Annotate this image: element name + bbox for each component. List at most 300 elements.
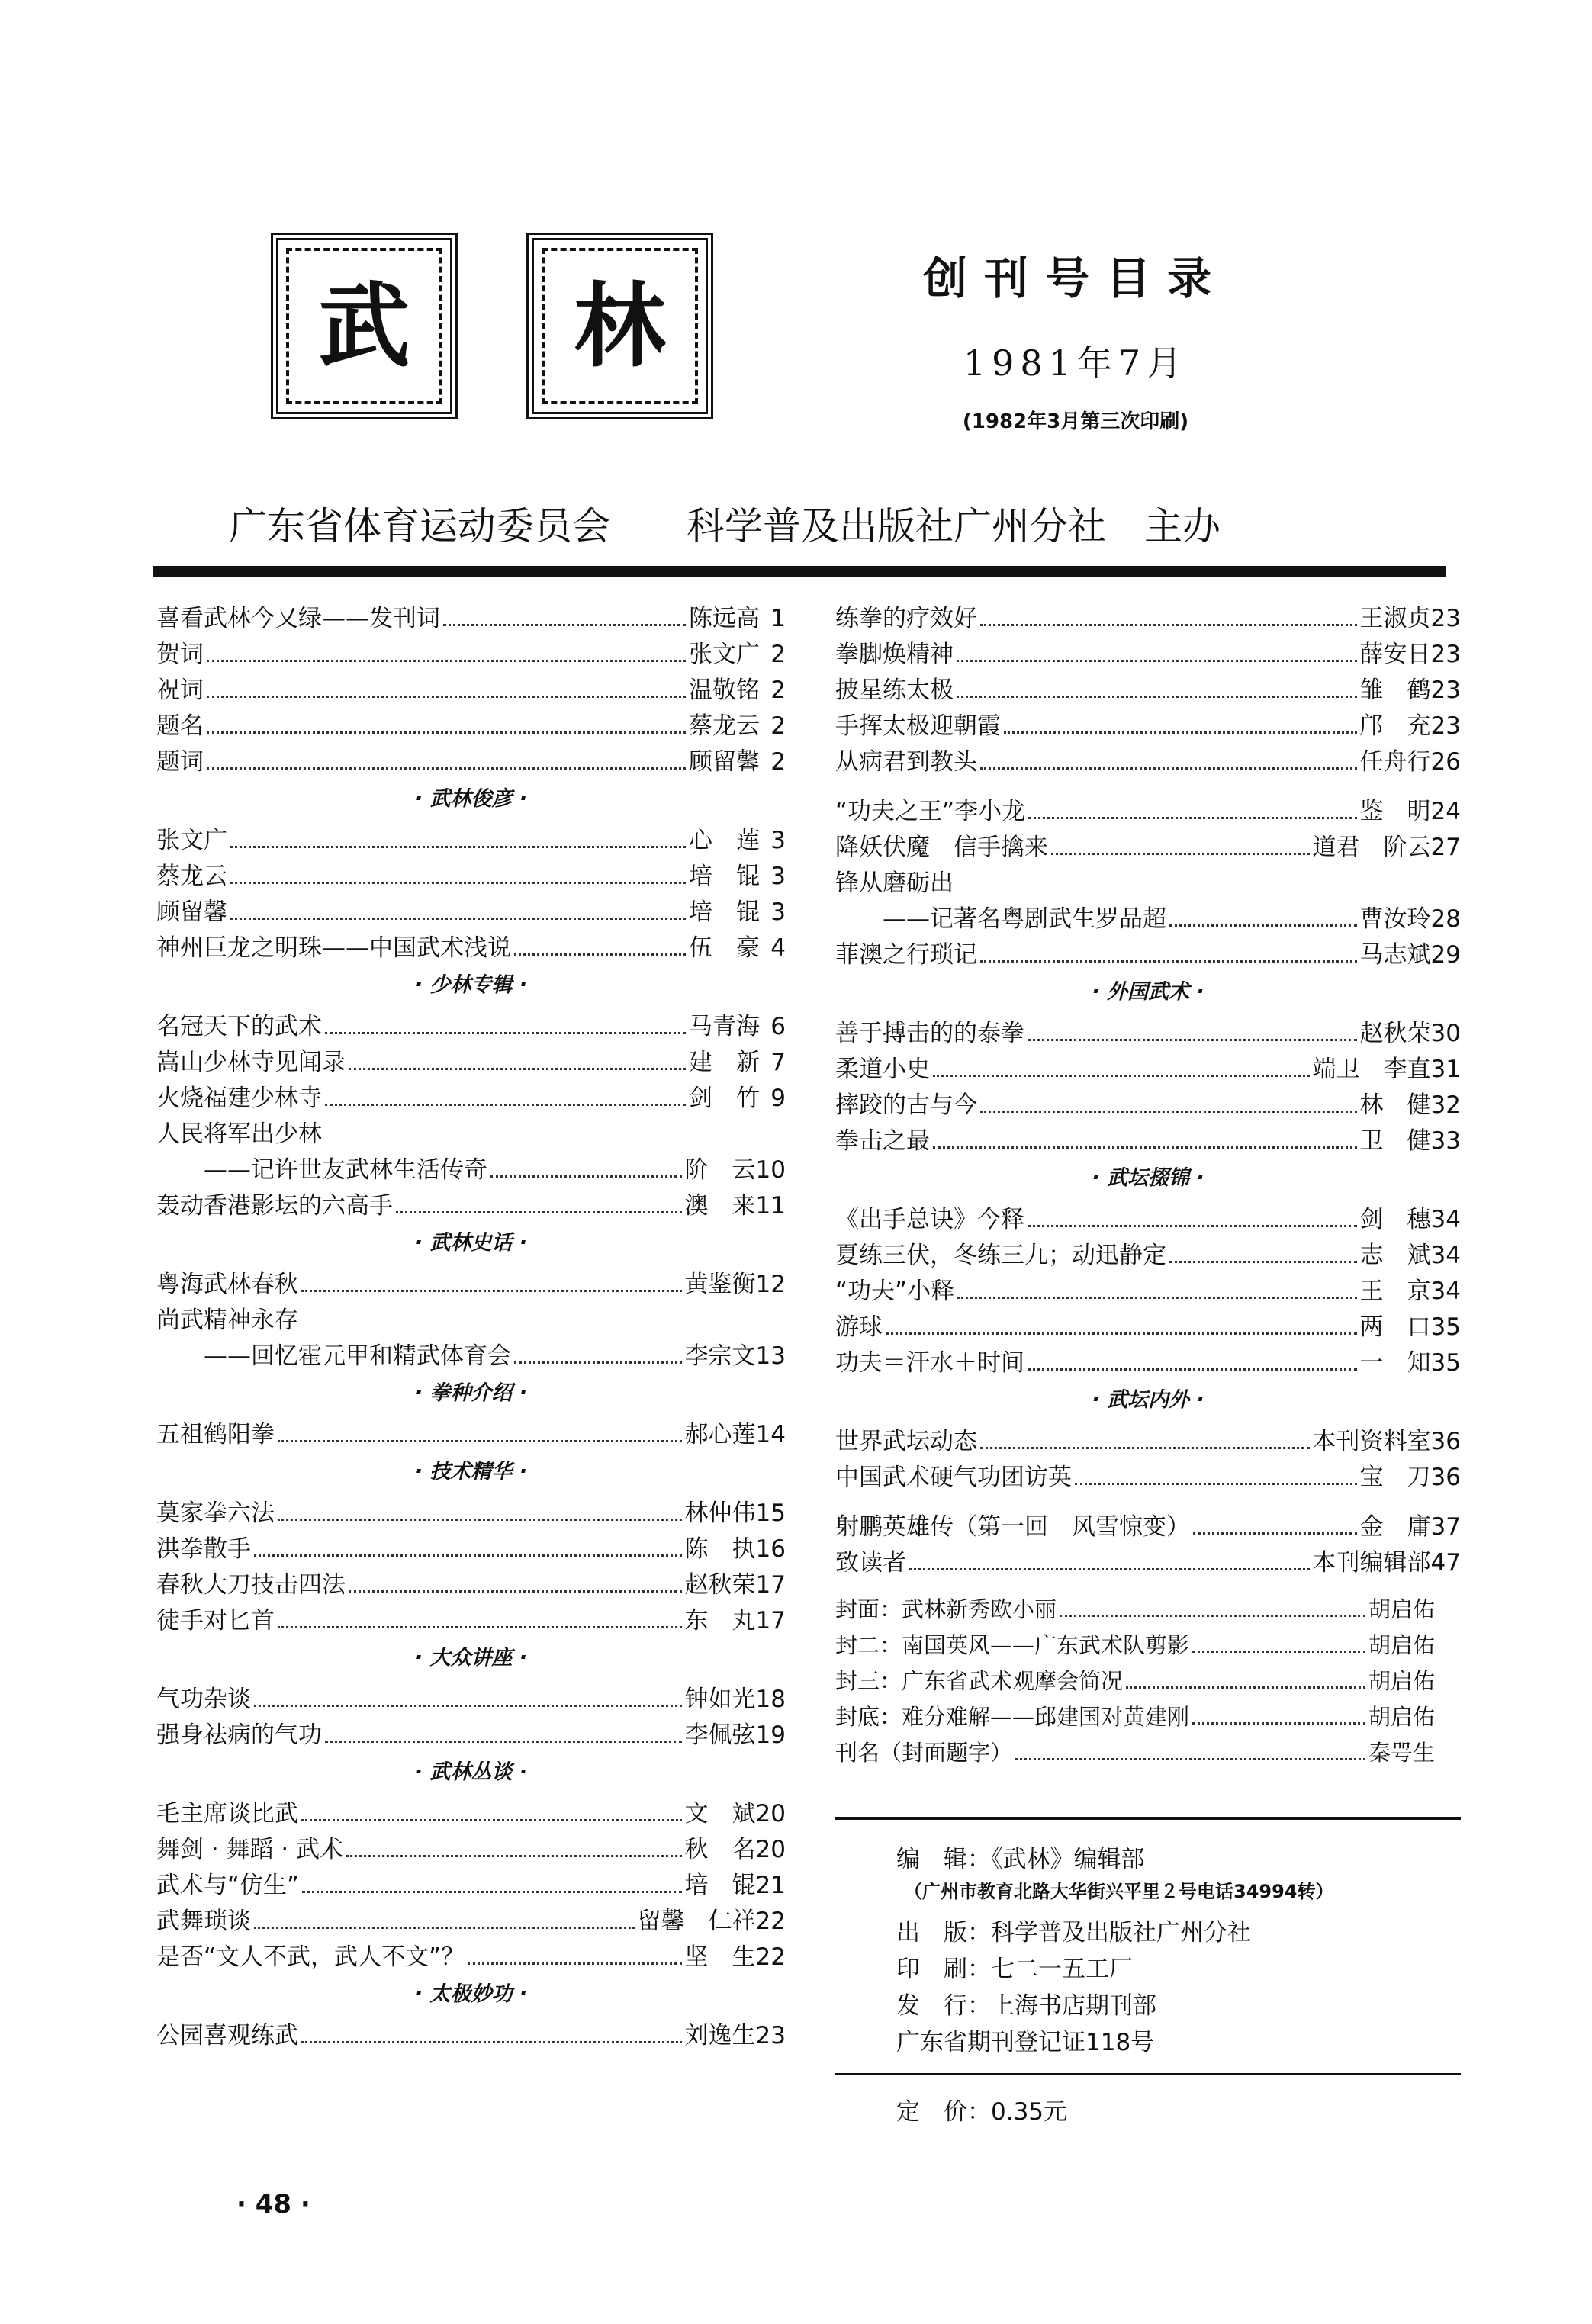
entry-title: 封底：难分难解——邱建国对黄建刚 [835, 1704, 1190, 1730]
registration-line: 广东省期刊登记证118号 [896, 2029, 1155, 2056]
entry-page: 22 [755, 1908, 786, 1935]
toc-entry [156, 1078, 786, 1114]
entry-title: 中国武术硬气功团访英 [835, 1464, 1072, 1491]
toc-entry [835, 635, 1461, 670]
entry-title: 嵩山少林寺见闻录 [156, 1049, 346, 1076]
entry-title: 世界武坛动态 [835, 1428, 977, 1455]
entry-title: 封面：武林新秀欧小丽 [835, 1596, 1057, 1622]
entry-title: 武术与“仿生” [156, 1872, 300, 1899]
toc-entry [835, 899, 1461, 935]
toc-entry [835, 1271, 1461, 1307]
entry-title: 题名 [156, 712, 204, 740]
issue-title: 创刊号目录 [922, 252, 1228, 304]
entry-title: 拳击之最 [835, 1127, 930, 1155]
entry-title: 摔跤的古与今 [835, 1091, 977, 1119]
toc-entry [156, 1794, 786, 1830]
entry-author: 卫 健 [1359, 1127, 1431, 1155]
entry-title: 贺词 [156, 641, 204, 668]
toc-entry [156, 821, 786, 857]
entry-page: 4 [770, 934, 786, 962]
entry-author: 道君 阶云 [1312, 834, 1431, 861]
toc-entry [156, 670, 786, 706]
entry-page: 12 [755, 1271, 786, 1298]
cover-credit [835, 1593, 1461, 1628]
cover-credit [835, 1736, 1461, 1772]
entry-author: 刘逸生 [684, 2022, 756, 2049]
dot-leader [346, 1855, 681, 1857]
dot-leader [207, 767, 686, 770]
entry-page: 20 [755, 1836, 786, 1863]
dot-leader [1028, 1225, 1357, 1227]
dot-leader [325, 1032, 686, 1034]
publication-info [835, 1817, 1461, 2129]
entry-page: 33 [1430, 1127, 1461, 1155]
dot-leader [1075, 1483, 1357, 1485]
section-heading: · 拳种介绍 · [414, 1381, 528, 1405]
logo-char-lin: 林 [574, 272, 666, 380]
entry-author: 阶 云 [684, 1156, 756, 1184]
entry-page: 2 [770, 712, 786, 740]
issue-date: 1981年7月 [963, 342, 1188, 384]
entry-author: 顾留馨 [689, 748, 760, 776]
entry-title: 名冠天下的武术 [156, 1013, 322, 1040]
entry-author: 本刊资料室 [1312, 1428, 1431, 1455]
entry-author: 李宗文 [684, 1342, 756, 1370]
dot-leader [980, 960, 1357, 963]
publisher-line: 出 版：科学普及出版社广州分社 [896, 1919, 1251, 1946]
section-heading: · 技术精华 · [414, 1460, 528, 1483]
entry-title: 蔡龙云 [156, 863, 227, 890]
dot-leader [301, 1819, 682, 1821]
entry-page: 9 [770, 1085, 786, 1112]
entry-page: 37 [1430, 1513, 1461, 1541]
entry-page: 23 [1430, 641, 1461, 668]
entry-author: 邝 充 [1359, 712, 1431, 740]
cover-credit [835, 1700, 1461, 1736]
entry-title: 从病君到教头 [835, 748, 977, 776]
dot-leader [301, 2041, 682, 2043]
entry-author: 伍 豪 [689, 934, 760, 962]
entry-page: 23 [1430, 712, 1461, 740]
entry-author: 文 斌 [684, 1800, 756, 1827]
entry-author: 郝心莲 [684, 1421, 756, 1448]
entry-title: ——记著名粤剧武生罗品超 [835, 905, 1166, 933]
toc-entry [156, 1601, 786, 1637]
entry-author: 剑 穗 [1359, 1206, 1431, 1233]
entry-author: 培 锟 [689, 898, 760, 926]
address-line: （广州市教育北路大华街兴平里２号电话34994转） [904, 1881, 1334, 1902]
dot-leader [254, 1927, 635, 1929]
entry-page: 3 [770, 863, 786, 890]
entry-title: 游球 [835, 1313, 883, 1341]
toc-entry [156, 1150, 786, 1186]
toc-entry [156, 1901, 786, 1937]
entry-author: 林仲伟 [684, 1500, 756, 1527]
entry-page: 23 [1430, 605, 1461, 632]
entry-title: 公园喜观练武 [156, 2022, 298, 2049]
dot-leader [1015, 1758, 1365, 1760]
entry-page: 16 [755, 1535, 786, 1563]
entry-title: 洪拳散手 [156, 1535, 251, 1563]
page-number: · 48 · [236, 2189, 310, 2220]
dot-leader [980, 767, 1357, 770]
toc-entry [835, 1422, 1461, 1458]
toc-entry [835, 1014, 1461, 1049]
entry-author: 培 锟 [689, 863, 760, 890]
dot-leader [514, 1361, 682, 1364]
toc-entry-heading: 人民将军出少林 [156, 1120, 322, 1148]
entry-page: 47 [1430, 1549, 1461, 1577]
distributor-line: 发 行：上海书店期刊部 [896, 1992, 1156, 2020]
toc-entry [835, 828, 1461, 863]
entry-title: 封三：广东省武术观摩会简况 [835, 1668, 1124, 1694]
entry-page: 34 [1430, 1278, 1461, 1305]
entry-title: ——记许世友武林生活传奇 [156, 1156, 487, 1184]
entry-author: 秋 名 [684, 1836, 756, 1863]
toc-entry [835, 1543, 1461, 1579]
entry-author: 雏 鹤 [1359, 677, 1431, 704]
entry-author: 两 口 [1359, 1313, 1431, 1341]
logo-char-wu: 武 [318, 272, 410, 380]
section-heading: · 武林丛谈 · [414, 1760, 528, 1784]
entry-author: 黄鉴衡 [684, 1271, 756, 1298]
entry-title: 致读者 [835, 1549, 906, 1577]
entry-author: 李佩弦 [684, 1721, 756, 1749]
entry-title: 徒手对匕首 [156, 1607, 275, 1635]
section-heading: · 武坛掇锦 · [1092, 1166, 1204, 1190]
dot-leader [278, 1519, 682, 1521]
entry-author: 蔡龙云 [689, 712, 760, 740]
entry-author: 薛安日 [1359, 641, 1431, 668]
dot-leader [325, 1741, 682, 1743]
entry-author: 建 新 [689, 1049, 760, 1076]
entry-author: 东 丸 [684, 1607, 756, 1635]
section-heading: · 太极妙功 · [414, 1982, 528, 2006]
entry-author: 陈远高 [689, 605, 760, 632]
entry-page: 10 [755, 1156, 786, 1184]
entry-title: 顾留馨 [156, 898, 227, 926]
editor-line: 编 辑：《武林》编辑部 [896, 1846, 1145, 1873]
entry-page: 31 [1430, 1056, 1461, 1083]
dot-leader [1028, 1039, 1357, 1041]
toc-entry [156, 857, 786, 892]
toc-entry [835, 1507, 1461, 1543]
toc-entry [156, 892, 786, 928]
entry-author: 曹汝玲 [1359, 905, 1431, 933]
entry-page: 36 [1430, 1464, 1461, 1491]
dot-leader [1192, 1651, 1365, 1653]
logo-box-lin [526, 233, 713, 419]
toc-entry [156, 1493, 786, 1529]
toc-entry [835, 1458, 1461, 1493]
entry-title: 柔道小史 [835, 1056, 930, 1083]
dot-leader [278, 1440, 682, 1442]
entry-page: 28 [1430, 905, 1461, 933]
reprint-note: (1982年3月第三次印刷) [962, 410, 1189, 433]
entry-author: 留馨 仁祥 [637, 1908, 756, 1935]
dot-leader [349, 1590, 682, 1593]
dot-leader [207, 696, 686, 698]
entry-title: 莫家拳六法 [156, 1500, 275, 1527]
entry-author: 赵秋荣 [684, 1571, 756, 1599]
entry-title: 毛主席谈比武 [156, 1800, 298, 1827]
entry-author: 胡启佑 [1368, 1668, 1435, 1694]
dot-leader [980, 1111, 1357, 1113]
dot-leader [886, 1332, 1357, 1335]
entry-title: 舞剑 · 舞蹈 · 武术 [156, 1836, 344, 1863]
dot-leader [443, 624, 686, 626]
entry-title: 五祖鹤阳拳 [156, 1421, 275, 1448]
toc-entry [835, 1343, 1461, 1379]
dot-leader [933, 1075, 1310, 1077]
dot-leader [230, 846, 686, 848]
entry-page: 29 [1430, 941, 1461, 969]
toc-entry [835, 1236, 1461, 1271]
section-heading: · 武林史话 · [414, 1231, 528, 1255]
section-heading: · 外国武术 · [1092, 980, 1204, 1004]
entry-title: 是否“文人不武，武人不文”？ [156, 1943, 465, 1971]
dot-leader [254, 1705, 682, 1707]
entry-author: 张文广 [689, 641, 760, 668]
entry-title: 张文广 [156, 827, 227, 854]
entry-page: 14 [755, 1421, 786, 1448]
toc-entry [156, 599, 786, 635]
toc-entry [156, 706, 786, 742]
entry-author: 培 锟 [684, 1872, 756, 1899]
dot-leader [254, 1554, 682, 1557]
dot-leader [957, 660, 1357, 662]
dot-leader [909, 1568, 1310, 1570]
dot-leader [514, 953, 686, 956]
toc-entry [835, 1121, 1461, 1157]
entry-page: 23 [755, 2022, 786, 2049]
dot-leader [980, 624, 1357, 626]
entry-page: 22 [755, 1943, 786, 1971]
entry-author: 宝 刀 [1359, 1464, 1431, 1491]
entry-author: 胡启佑 [1368, 1704, 1435, 1730]
entry-page: 18 [755, 1686, 786, 1713]
sponsors-line: 广东省体育运动委员会 科学普及出版社广州分社 主办 [229, 504, 1221, 548]
section-heading: · 少林专辑 · [414, 973, 528, 997]
toc-entry-heading: 尚武精神永存 [156, 1307, 298, 1334]
dot-leader [302, 1891, 681, 1893]
dot-leader [325, 1104, 686, 1106]
header-rule [153, 566, 1446, 577]
dot-leader [1004, 731, 1357, 734]
dot-leader [957, 696, 1357, 698]
entry-author: 王 京 [1359, 1278, 1431, 1305]
dot-leader [396, 1211, 682, 1213]
entry-page: 30 [1430, 1020, 1461, 1047]
entry-author: 本刊编辑部 [1312, 1549, 1431, 1577]
entry-title: 气功杂谈 [156, 1686, 251, 1713]
entry-title: “功夫之王”李小龙 [835, 798, 1026, 825]
entry-page: 24 [1430, 798, 1461, 825]
dot-leader [230, 882, 686, 884]
section-heading: · 武坛内外 · [1092, 1388, 1204, 1412]
toc-entry [835, 1200, 1461, 1236]
entry-page: 35 [1430, 1313, 1461, 1341]
dot-leader [1051, 853, 1310, 855]
entry-page: 15 [755, 1500, 786, 1527]
entry-page: 2 [770, 748, 786, 776]
entry-page: 7 [770, 1049, 786, 1076]
entry-title: 火烧福建少林寺 [156, 1085, 322, 1112]
dot-leader [1060, 1615, 1365, 1617]
entry-author: 一 知 [1359, 1349, 1431, 1377]
section-heading: · 大众讲座 · [414, 1646, 528, 1670]
entry-page: 34 [1430, 1206, 1461, 1233]
entry-author: 任舟行 [1359, 748, 1431, 776]
entry-author: 澳 来 [684, 1192, 756, 1220]
toc-entry [156, 1866, 786, 1901]
toc-entry [156, 1043, 786, 1078]
entry-page: 11 [755, 1192, 786, 1220]
entry-author: 胡启佑 [1368, 1632, 1435, 1658]
entry-author: 马志斌 [1359, 941, 1431, 969]
dot-leader [278, 1626, 682, 1628]
dot-leader [1169, 924, 1357, 927]
entry-page: 21 [755, 1872, 786, 1899]
entry-title: 强身祛病的气功 [156, 1721, 322, 1749]
entry-page: 3 [770, 898, 786, 926]
logo-box-wu [271, 233, 458, 419]
toc-entry [835, 706, 1461, 742]
entry-page: 34 [1430, 1242, 1461, 1269]
dot-leader [1028, 1368, 1357, 1371]
entry-author: 志 斌 [1359, 1242, 1431, 1269]
entry-title: 轰动香港影坛的六高手 [156, 1192, 393, 1220]
entry-page: 13 [755, 1342, 786, 1370]
entry-author: 赵秋荣 [1359, 1020, 1431, 1047]
dot-leader [980, 1447, 1310, 1449]
entry-page: 2 [770, 641, 786, 668]
entry-page: 17 [755, 1607, 786, 1635]
entry-title: 练拳的疗效好 [835, 605, 977, 632]
entry-author: 胡启佑 [1368, 1596, 1435, 1622]
entry-title: 降妖伏魔 信手擒来 [835, 834, 1048, 861]
toc-entry [156, 1715, 786, 1751]
toc-entry [835, 1049, 1461, 1085]
entry-title: ——回忆霍元甲和精武体育会 [156, 1342, 511, 1370]
entry-author: 钟如光 [684, 1686, 756, 1713]
entry-title: 刊名（封面题字） [835, 1740, 1013, 1766]
spacer [835, 1579, 1461, 1593]
info-rule-bottom [835, 2073, 1461, 2075]
entry-title: 祝词 [156, 677, 204, 704]
entry-page: 27 [1430, 834, 1461, 861]
dot-leader [490, 1175, 682, 1178]
toc-entry [156, 635, 786, 670]
entry-title: 善于搏击的的泰拳 [835, 1020, 1024, 1047]
toc-entry [156, 1186, 786, 1222]
entry-author: 心 莲 [689, 827, 760, 854]
entry-page: 36 [1430, 1428, 1461, 1455]
entry-title: 封二：南国英风——广东武术队剪影 [835, 1632, 1190, 1658]
toc-entry [156, 1265, 786, 1300]
dot-leader [957, 1297, 1356, 1299]
entry-title: 神州巨龙之明珠——中国武术浅说 [156, 934, 511, 962]
entry-page: 32 [1430, 1091, 1461, 1119]
dot-leader [1028, 817, 1356, 819]
entry-page: 3 [770, 827, 786, 854]
dot-leader [1192, 1722, 1365, 1725]
cover-credit [835, 1664, 1461, 1700]
dot-leader [207, 731, 686, 734]
toc-entry [156, 1830, 786, 1866]
dot-leader [230, 918, 686, 920]
toc-entry [156, 1565, 786, 1601]
toc-entry [156, 1415, 786, 1451]
entry-title: 拳脚焕精神 [835, 641, 954, 668]
dot-leader [1169, 1261, 1357, 1263]
toc-entry [156, 1529, 786, 1565]
spacer [835, 1493, 1461, 1507]
toc-entry [156, 2016, 786, 2052]
entry-author: 马青海 [689, 1013, 760, 1040]
entry-author: 陈 执 [684, 1535, 756, 1563]
entry-author: 秦咢生 [1368, 1740, 1435, 1766]
toc-entry [835, 599, 1461, 635]
toc-entry-heading: 锋从磨砺出 [835, 869, 954, 897]
entry-title: 粤海武林春秋 [156, 1271, 298, 1298]
toc-left-column [156, 599, 786, 2052]
entry-title: 春秋大刀技击四法 [156, 1571, 346, 1599]
toc-entry [835, 742, 1461, 778]
entry-title: 手挥太极迎朝霞 [835, 712, 1001, 740]
toc-entry [835, 670, 1461, 706]
entry-author: 王淑贞 [1359, 605, 1431, 632]
entry-title: 喜看武林今又绿——发刊词 [156, 605, 440, 632]
cover-credit [835, 1628, 1461, 1664]
entry-page: 17 [755, 1571, 786, 1599]
entry-title: 披星练太极 [835, 677, 954, 704]
toc-entry [156, 1937, 786, 1973]
printer-line: 印 刷：七二一五工厂 [896, 1956, 1133, 1983]
dot-leader [933, 1146, 1357, 1149]
entry-title: 射鹏英雄传（第一回 风雪惊变） [835, 1513, 1190, 1541]
spacer [835, 778, 1461, 792]
info-rule-top [835, 1817, 1461, 1820]
toc-entry [835, 935, 1461, 971]
entry-page: 35 [1430, 1349, 1461, 1377]
toc-entry [835, 1307, 1461, 1343]
dot-leader [301, 1290, 682, 1292]
price-line: 定 价：0.35元 [896, 2098, 1068, 2126]
entry-author: 坚 生 [684, 1943, 756, 1971]
entry-author: 温敬铭 [689, 677, 760, 704]
entry-author: 金 庸 [1359, 1513, 1431, 1541]
entry-title: 夏练三伏，冬练三九；动迅静定 [835, 1242, 1166, 1269]
entry-page: 19 [755, 1721, 786, 1749]
toc-entry [156, 1680, 786, 1715]
toc-right-column [835, 599, 1461, 1772]
entry-title: 武舞琐谈 [156, 1908, 251, 1935]
entry-title: 《出手总诀》今释 [835, 1206, 1024, 1233]
toc-entry [156, 742, 786, 778]
dot-leader [349, 1068, 686, 1070]
dot-leader [207, 660, 686, 662]
entry-author: 林 健 [1359, 1091, 1431, 1119]
entry-page: 20 [755, 1800, 786, 1827]
toc-entry [156, 1007, 786, 1043]
toc-entry [156, 928, 786, 964]
entry-page: 23 [1430, 677, 1461, 704]
entry-author: 剑 竹 [689, 1085, 760, 1112]
entry-page: 6 [770, 1013, 786, 1040]
entry-title: 功夫＝汗水＋时间 [835, 1349, 1024, 1377]
toc-entry [156, 1336, 786, 1372]
